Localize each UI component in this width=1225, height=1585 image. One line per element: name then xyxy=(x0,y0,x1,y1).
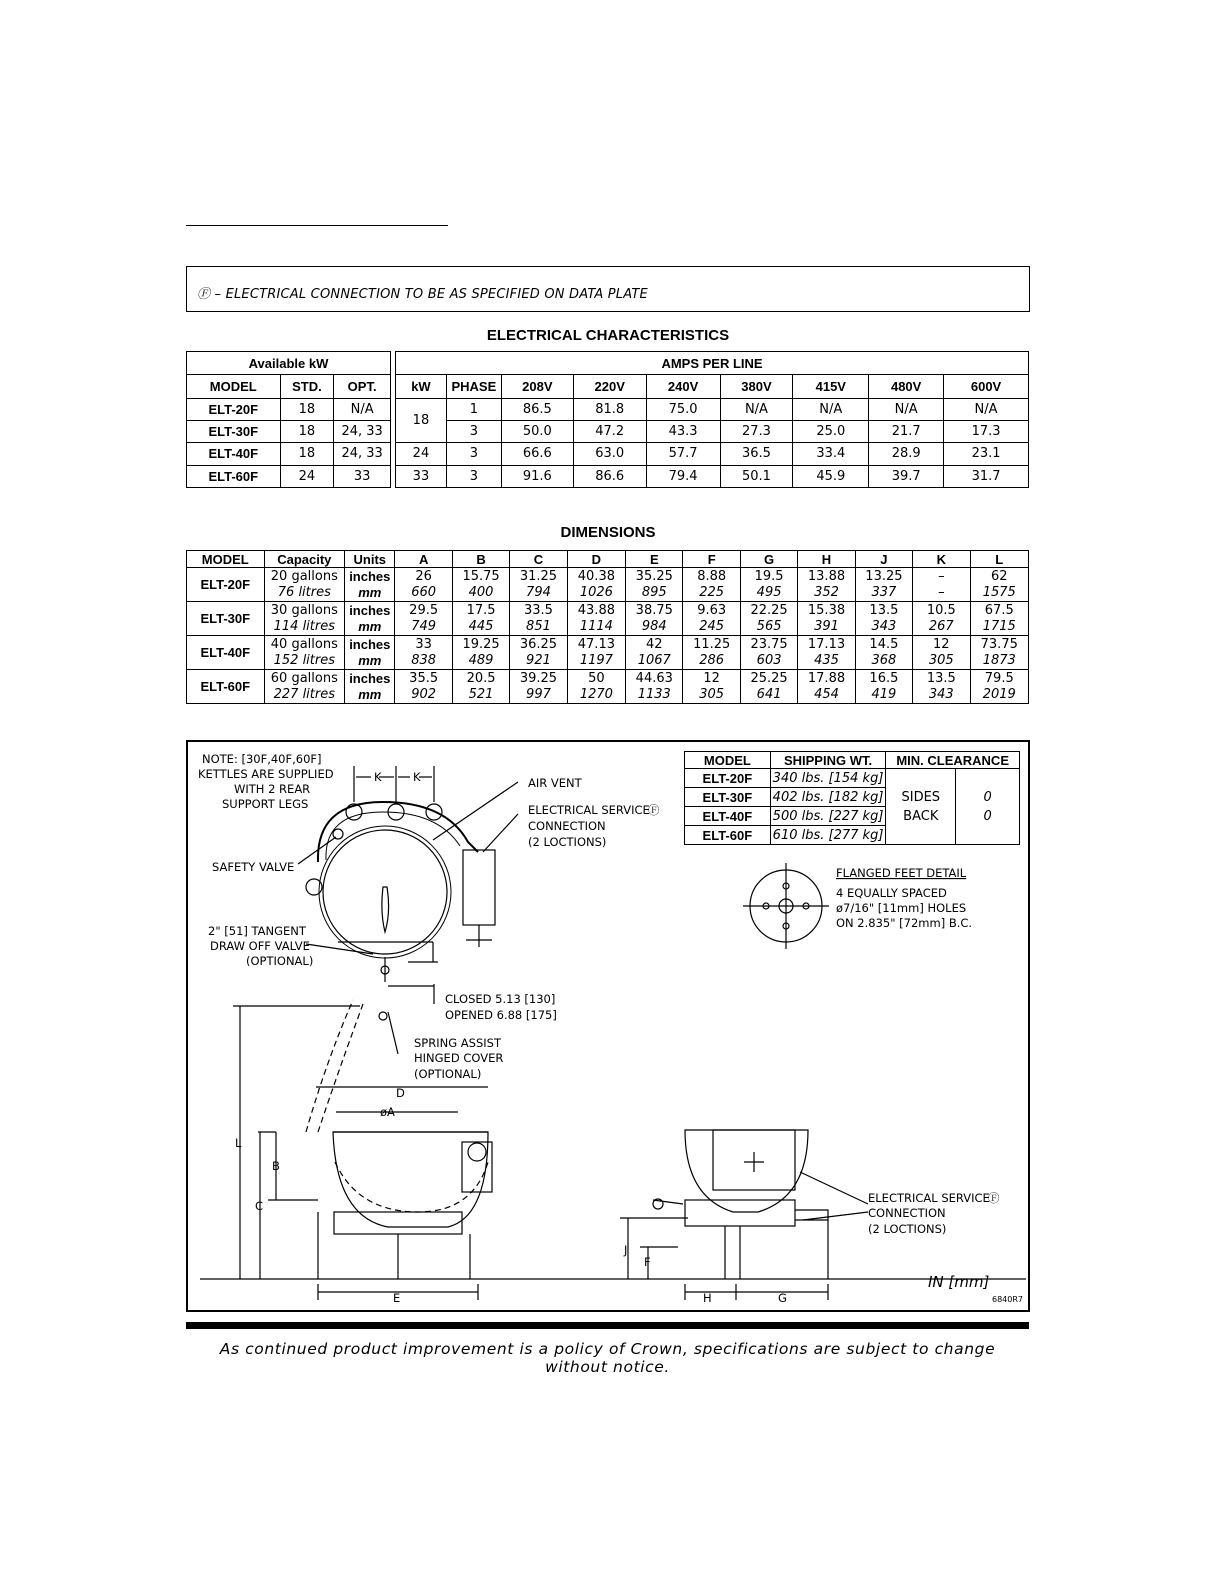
dim-capacity-litres: 227 litres xyxy=(264,687,345,704)
dim-k-1: K xyxy=(374,770,382,784)
dim-value-inches: 47.13 xyxy=(567,636,625,653)
ship-model: ELT-30F xyxy=(685,788,771,807)
dim-value-inches: 79.5 xyxy=(970,670,1028,687)
kettle-front-body xyxy=(333,1132,488,1227)
dim-value-inches: 50 xyxy=(567,670,625,687)
elec-amps: 86.6 xyxy=(573,465,646,487)
elec-amps: 79.4 xyxy=(646,465,720,487)
elec-amps: N/A xyxy=(944,398,1029,420)
dim-col-header: C xyxy=(510,551,567,568)
ship-weight: 340 lbs. [154 kg] xyxy=(770,769,886,788)
dim-value-inches: 9.63 xyxy=(683,602,740,619)
dim-capacity-litres: 152 litres xyxy=(264,653,345,670)
elec-col-header: 208V xyxy=(501,375,573,398)
drawing-number: 6840R7 xyxy=(992,1295,1024,1304)
dim-value-mm: 305 xyxy=(683,687,740,704)
elec-amps: 81.8 xyxy=(573,398,646,420)
elec-amps: 28.9 xyxy=(869,443,944,465)
elec-phase: 1 xyxy=(446,398,501,420)
available-kw-header: Available kW xyxy=(187,352,391,375)
dim-col-header: Capacity xyxy=(264,551,345,568)
kettle-drawings-svg xyxy=(188,742,1028,1310)
dim-value-inches: 44.63 xyxy=(626,670,683,687)
elec-amps: 63.0 xyxy=(573,443,646,465)
dim-value-inches: 12 xyxy=(913,636,970,653)
elec-left-row xyxy=(187,443,391,465)
dim-value-inches: 67.5 xyxy=(970,602,1028,619)
dim-unit-mm: mm xyxy=(345,585,395,602)
elec-left-row xyxy=(187,398,391,420)
elec-opt: 33 xyxy=(334,465,391,487)
dim-c: C xyxy=(255,1199,264,1213)
elec-amps: 23.1 xyxy=(944,443,1029,465)
elec-amps: 43.3 xyxy=(646,421,720,443)
dim-value-mm: 984 xyxy=(626,619,683,636)
dim-row-mm xyxy=(187,619,1029,636)
dim-value-mm: 1873 xyxy=(970,653,1028,670)
elec-amps: 45.9 xyxy=(793,465,869,487)
dim-value-mm: 521 xyxy=(452,687,509,704)
dim-value-mm: 225 xyxy=(683,585,740,602)
elec-amps: 75.0 xyxy=(646,398,720,420)
dim-value-inches: 22.25 xyxy=(740,602,797,619)
dim-value-inches: 35.25 xyxy=(626,568,683,585)
elec-col-header: 380V xyxy=(720,375,793,398)
elec-amps: 25.0 xyxy=(793,421,869,443)
dim-value-mm: 245 xyxy=(683,619,740,636)
elec-amps: 33.4 xyxy=(793,443,869,465)
dim-model: ELT-20F xyxy=(187,568,265,602)
dim-value-mm: 267 xyxy=(913,619,970,636)
elec-phase: 3 xyxy=(446,421,501,443)
dim-row-inches xyxy=(187,670,1029,687)
elec-amps: 36.5 xyxy=(720,443,793,465)
dim-unit-inches: inches xyxy=(345,568,395,585)
col-std: STD. xyxy=(280,375,334,398)
dim-col-header: B xyxy=(452,551,509,568)
header-rule xyxy=(186,225,448,226)
dim-value-mm: 286 xyxy=(683,653,740,670)
dim-value-mm: 343 xyxy=(855,619,912,636)
dim-value-mm: 902 xyxy=(395,687,452,704)
lightning-symbol-top-icon: Ⓕ xyxy=(648,803,660,817)
dim-value-mm: 1715 xyxy=(970,619,1028,636)
kettle-top-view-body xyxy=(323,830,447,954)
draw-off-line-1: 2" [51] TANGENT xyxy=(208,924,306,938)
dim-col-header: G xyxy=(740,551,797,568)
elec-model: ELT-30F xyxy=(187,421,281,443)
dim-model: ELT-40F xyxy=(187,636,265,670)
dim-value-inches: 36.25 xyxy=(510,636,567,653)
elec-phase: 3 xyxy=(446,465,501,487)
dim-col-header: F xyxy=(683,551,740,568)
dim-value-inches: 12 xyxy=(683,670,740,687)
dim-value-mm: 851 xyxy=(510,619,567,636)
dim-e: E xyxy=(393,1291,401,1305)
dim-value-mm: 749 xyxy=(395,619,452,636)
elec-amps: 50.1 xyxy=(720,465,793,487)
electrical-title: ELECTRICAL CHARACTERISTICS xyxy=(486,327,730,344)
dim-value-inches: 13.25 xyxy=(855,568,912,585)
dim-value-mm: 305 xyxy=(913,653,970,670)
ship-col-weight: SHIPPING WT. xyxy=(770,752,886,769)
ship-model: ELT-60F xyxy=(685,826,771,845)
dim-value-mm: 641 xyxy=(740,687,797,704)
clearance-sides-value: 0 xyxy=(983,789,992,805)
dim-value-inches: 33 xyxy=(395,636,452,653)
dim-unit-mm: mm xyxy=(345,619,395,636)
elec-opt: N/A xyxy=(334,398,391,420)
ship-col-clearance: MIN. CLEARANCE xyxy=(886,752,1020,769)
pour-spout-shape xyxy=(382,887,389,932)
dim-capacity-gallons: 60 gallons xyxy=(264,670,345,687)
dim-l: L xyxy=(235,1136,242,1150)
dim-model: ELT-30F xyxy=(187,602,265,636)
dim-col-header: H xyxy=(798,551,855,568)
footer-rule xyxy=(186,1322,1029,1329)
note-line-2: KETTLES ARE SUPPLIED xyxy=(198,767,334,781)
dim-value-inches: 17.5 xyxy=(452,602,509,619)
elec-service-top-line-2: CONNECTION xyxy=(528,819,606,833)
elec-col-header: 600V xyxy=(944,375,1029,398)
dim-value-mm: 400 xyxy=(452,585,509,602)
dim-value-inches: 17.88 xyxy=(798,670,855,687)
clearance-back-value: 0 xyxy=(983,808,992,824)
flanged-detail-line-2: 4 EQUALLY SPACED xyxy=(836,886,947,900)
dim-value-mm: 1575 xyxy=(970,585,1028,602)
elec-amps: 17.3 xyxy=(944,421,1029,443)
dim-value-mm: 391 xyxy=(798,619,855,636)
elec-amps: N/A xyxy=(720,398,793,420)
dim-row-inches xyxy=(187,568,1029,585)
dim-value-inches: 43.88 xyxy=(567,602,625,619)
dim-value-mm: 895 xyxy=(626,585,683,602)
dim-row-mm xyxy=(187,585,1029,602)
dim-capacity-litres: 114 litres xyxy=(264,619,345,636)
dim-unit-mm: mm xyxy=(345,653,395,670)
dim-unit-inches: inches xyxy=(345,670,395,687)
ship-model: ELT-40F xyxy=(685,807,771,826)
dim-col-header: L xyxy=(970,551,1028,568)
dim-k-2: K xyxy=(413,770,421,784)
lightning-symbol-side-icon: Ⓕ xyxy=(988,1191,1000,1205)
elec-kw: 33 xyxy=(396,465,447,487)
amps-per-line-table xyxy=(395,351,1029,488)
dim-value-inches: 33.5 xyxy=(510,602,567,619)
elec-amps: 39.7 xyxy=(869,465,944,487)
elec-phase: 3 xyxy=(446,443,501,465)
electrical-note xyxy=(197,283,648,302)
elec-std: 18 xyxy=(280,443,334,465)
dim-value-inches: 13.5 xyxy=(913,670,970,687)
note-line-3: WITH 2 REAR xyxy=(234,782,311,796)
dim-value-mm: 352 xyxy=(798,585,855,602)
dim-capacity-gallons: 20 gallons xyxy=(264,568,345,585)
dim-f: F xyxy=(644,1255,651,1269)
dim-value-mm: 419 xyxy=(855,687,912,704)
dimensions-table xyxy=(186,550,1029,704)
dim-value-mm: 368 xyxy=(855,653,912,670)
elec-col-header: 220V xyxy=(573,375,646,398)
dimensions-title: DIMENSIONS xyxy=(560,524,656,541)
elec-model: ELT-60F xyxy=(187,465,281,487)
elec-std: 18 xyxy=(280,398,334,420)
elec-service-side-line-1: ELECTRICAL SERVICE xyxy=(868,1191,990,1205)
dim-row-mm xyxy=(187,653,1029,670)
units-label: IN [mm] xyxy=(928,1273,990,1291)
clearance-sides: SIDES xyxy=(901,789,941,805)
dim-value-inches: 19.25 xyxy=(452,636,509,653)
elec-amps: N/A xyxy=(869,398,944,420)
electrical-note-box xyxy=(186,266,1030,312)
flanged-detail-line-3: ø7/16" [11mm] HOLES xyxy=(836,901,967,915)
dim-value-mm: 1270 xyxy=(567,687,625,704)
available-kw-table xyxy=(186,351,391,488)
dim-value-mm: 603 xyxy=(740,653,797,670)
dim-value-mm: – xyxy=(913,585,970,602)
dim-value-inches: 35.5 xyxy=(395,670,452,687)
closed-dim-label: CLOSED 5.13 [130] xyxy=(445,992,556,1006)
dim-capacity-gallons: 30 gallons xyxy=(264,602,345,619)
elec-amps: 57.7 xyxy=(646,443,720,465)
dim-value-mm: 343 xyxy=(913,687,970,704)
elec-amps: 27.3 xyxy=(720,421,793,443)
dim-value-inches: 62 xyxy=(970,568,1028,585)
dim-value-mm: 1026 xyxy=(567,585,625,602)
elec-service-top-line-3: (2 LOCTIONS) xyxy=(528,835,607,849)
kettle-drawing-panel xyxy=(186,740,1030,1312)
dim-g: G xyxy=(778,1291,787,1305)
dim-col-header: K xyxy=(913,551,970,568)
dim-value-mm: 1114 xyxy=(567,619,625,636)
elec-std: 18 xyxy=(280,421,334,443)
note-line-1: NOTE: [30F,40F,60F] xyxy=(202,752,322,766)
dim-value-inches: 13.5 xyxy=(855,602,912,619)
dim-value-mm: 337 xyxy=(855,585,912,602)
elec-col-header: kW xyxy=(396,375,447,398)
ship-col-model: MODEL xyxy=(685,752,771,769)
opened-dim-label: OPENED 6.88 [175] xyxy=(445,1008,557,1022)
dim-value-inches: 40.38 xyxy=(567,568,625,585)
dim-value-mm: 445 xyxy=(452,619,509,636)
dim-value-inches: 17.13 xyxy=(798,636,855,653)
dim-value-inches: 38.75 xyxy=(626,602,683,619)
electrical-note-text: – ELECTRICAL CONNECTION TO BE AS SPECIFIED ON DATA PLATE xyxy=(214,287,648,302)
dim-value-inches: 14.5 xyxy=(855,636,912,653)
elec-right-row xyxy=(396,443,1029,465)
dim-row-mm xyxy=(187,687,1029,704)
dim-capacity-litres: 76 litres xyxy=(264,585,345,602)
spring-assist-line-3: (OPTIONAL) xyxy=(414,1067,482,1081)
dim-col-header: MODEL xyxy=(187,551,265,568)
dim-h: H xyxy=(703,1291,712,1305)
dim-value-inches: 15.75 xyxy=(452,568,509,585)
dim-value-inches: 19.5 xyxy=(740,568,797,585)
dim-value-mm: 1133 xyxy=(626,687,683,704)
elec-model: ELT-40F xyxy=(187,443,281,465)
dim-j: J xyxy=(624,1243,628,1257)
flanged-detail-line-4: ON 2.835" [72mm] B.C. xyxy=(836,916,973,930)
dim-value-mm: 495 xyxy=(740,585,797,602)
dim-value-inches: – xyxy=(913,568,970,585)
dim-value-inches: 39.25 xyxy=(510,670,567,687)
dim-value-inches: 23.75 xyxy=(740,636,797,653)
dim-value-inches: 15.38 xyxy=(798,602,855,619)
spring-assist-line-1: SPRING ASSIST xyxy=(414,1036,501,1050)
dim-value-inches: 20.5 xyxy=(452,670,509,687)
dim-value-mm: 997 xyxy=(510,687,567,704)
dim-a: øA xyxy=(380,1105,395,1119)
ship-weight: 402 lbs. [182 kg] xyxy=(770,788,886,807)
elec-model: ELT-20F xyxy=(187,398,281,420)
elec-opt: 24, 33 xyxy=(334,421,391,443)
elec-service-side-line-2: CONNECTION xyxy=(868,1206,946,1220)
elec-right-row xyxy=(396,421,1029,443)
dim-value-mm: 921 xyxy=(510,653,567,670)
elec-amps: 91.6 xyxy=(501,465,573,487)
elec-amps: 50.0 xyxy=(501,421,573,443)
dim-col-header: A xyxy=(395,551,452,568)
dim-value-mm: 2019 xyxy=(970,687,1028,704)
dim-value-mm: 838 xyxy=(395,653,452,670)
dim-model: ELT-60F xyxy=(187,670,265,704)
elec-left-row xyxy=(187,465,391,487)
dim-value-inches: 25.25 xyxy=(740,670,797,687)
dim-unit-inches: inches xyxy=(345,636,395,653)
dim-capacity-gallons: 40 gallons xyxy=(264,636,345,653)
dim-value-inches: 16.5 xyxy=(855,670,912,687)
dim-row-inches xyxy=(187,636,1029,653)
dim-value-mm: 489 xyxy=(452,653,509,670)
dim-col-header: Units xyxy=(345,551,395,568)
dim-value-mm: 565 xyxy=(740,619,797,636)
draw-off-line-2: DRAW OFF VALVE xyxy=(210,939,310,953)
dim-value-mm: 1197 xyxy=(567,653,625,670)
elec-amps: 21.7 xyxy=(869,421,944,443)
dim-value-inches: 42 xyxy=(626,636,683,653)
dim-value-inches: 26 xyxy=(395,568,452,585)
dim-row-inches xyxy=(187,602,1029,619)
dim-value-inches: 8.88 xyxy=(683,568,740,585)
dim-value-mm: 435 xyxy=(798,653,855,670)
dim-value-mm: 794 xyxy=(510,585,567,602)
dim-value-mm: 660 xyxy=(395,585,452,602)
dim-b: B xyxy=(272,1159,280,1173)
dim-value-mm: 454 xyxy=(798,687,855,704)
dim-value-mm: 1067 xyxy=(626,653,683,670)
spring-assist-line-2: HINGED COVER xyxy=(414,1051,504,1065)
elec-col-header: PHASE xyxy=(446,375,501,398)
col-opt: OPT. xyxy=(334,375,391,398)
elec-right-row xyxy=(396,465,1029,487)
flanged-detail-title: FLANGED FEET DETAIL xyxy=(836,866,967,880)
clearance-back: BACK xyxy=(903,808,939,824)
dim-col-header: D xyxy=(567,551,625,568)
note-line-4: SUPPORT LEGS xyxy=(222,797,309,811)
dim-d: D xyxy=(396,1086,405,1100)
air-vent-label: AIR VENT xyxy=(528,776,582,790)
elec-amps: N/A xyxy=(793,398,869,420)
elec-service-top-line-1: ELECTRICAL SERVICE xyxy=(528,803,650,817)
elec-col-header: 480V xyxy=(869,375,944,398)
safety-valve-label: SAFETY VALVE xyxy=(212,860,295,874)
lightning-symbol-icon: Ⓕ xyxy=(197,287,211,302)
elec-amps: 47.2 xyxy=(573,421,646,443)
ship-weight: 610 lbs. [277 kg] xyxy=(770,826,886,845)
dim-value-inches: 31.25 xyxy=(510,568,567,585)
elec-kw: 24 xyxy=(396,443,447,465)
elec-col-header: 415V xyxy=(793,375,869,398)
elec-std: 24 xyxy=(280,465,334,487)
dim-value-inches: 13.88 xyxy=(798,568,855,585)
elec-kw: 18 xyxy=(396,398,447,443)
elec-col-header: 240V xyxy=(646,375,720,398)
amps-per-line-header: AMPS PER LINE xyxy=(396,352,1029,375)
ship-model: ELT-20F xyxy=(685,769,771,788)
dim-unit-mm: mm xyxy=(345,687,395,704)
dim-value-inches: 11.25 xyxy=(683,636,740,653)
elec-amps: 31.7 xyxy=(944,465,1029,487)
dim-unit-inches: inches xyxy=(345,602,395,619)
elec-left-row xyxy=(187,421,391,443)
elec-amps: 66.6 xyxy=(501,443,573,465)
elec-service-side-line-3: (2 LOCTIONS) xyxy=(868,1222,947,1236)
ship-weight: 500 lbs. [227 kg] xyxy=(770,807,886,826)
elec-opt: 24, 33 xyxy=(334,443,391,465)
elec-amps: 86.5 xyxy=(501,398,573,420)
dim-value-inches: 73.75 xyxy=(970,636,1028,653)
col-model: MODEL xyxy=(187,375,281,398)
elec-right-row xyxy=(396,398,1029,420)
dim-value-inches: 29.5 xyxy=(395,602,452,619)
footer-disclaimer: As continued product improvement is a policy of Crown, specifications are subject to change without notice. xyxy=(219,1340,996,1376)
dim-col-header: J xyxy=(855,551,912,568)
draw-off-line-3: (OPTIONAL) xyxy=(246,954,314,968)
dim-value-inches: 10.5 xyxy=(913,602,970,619)
dim-col-header: E xyxy=(626,551,683,568)
